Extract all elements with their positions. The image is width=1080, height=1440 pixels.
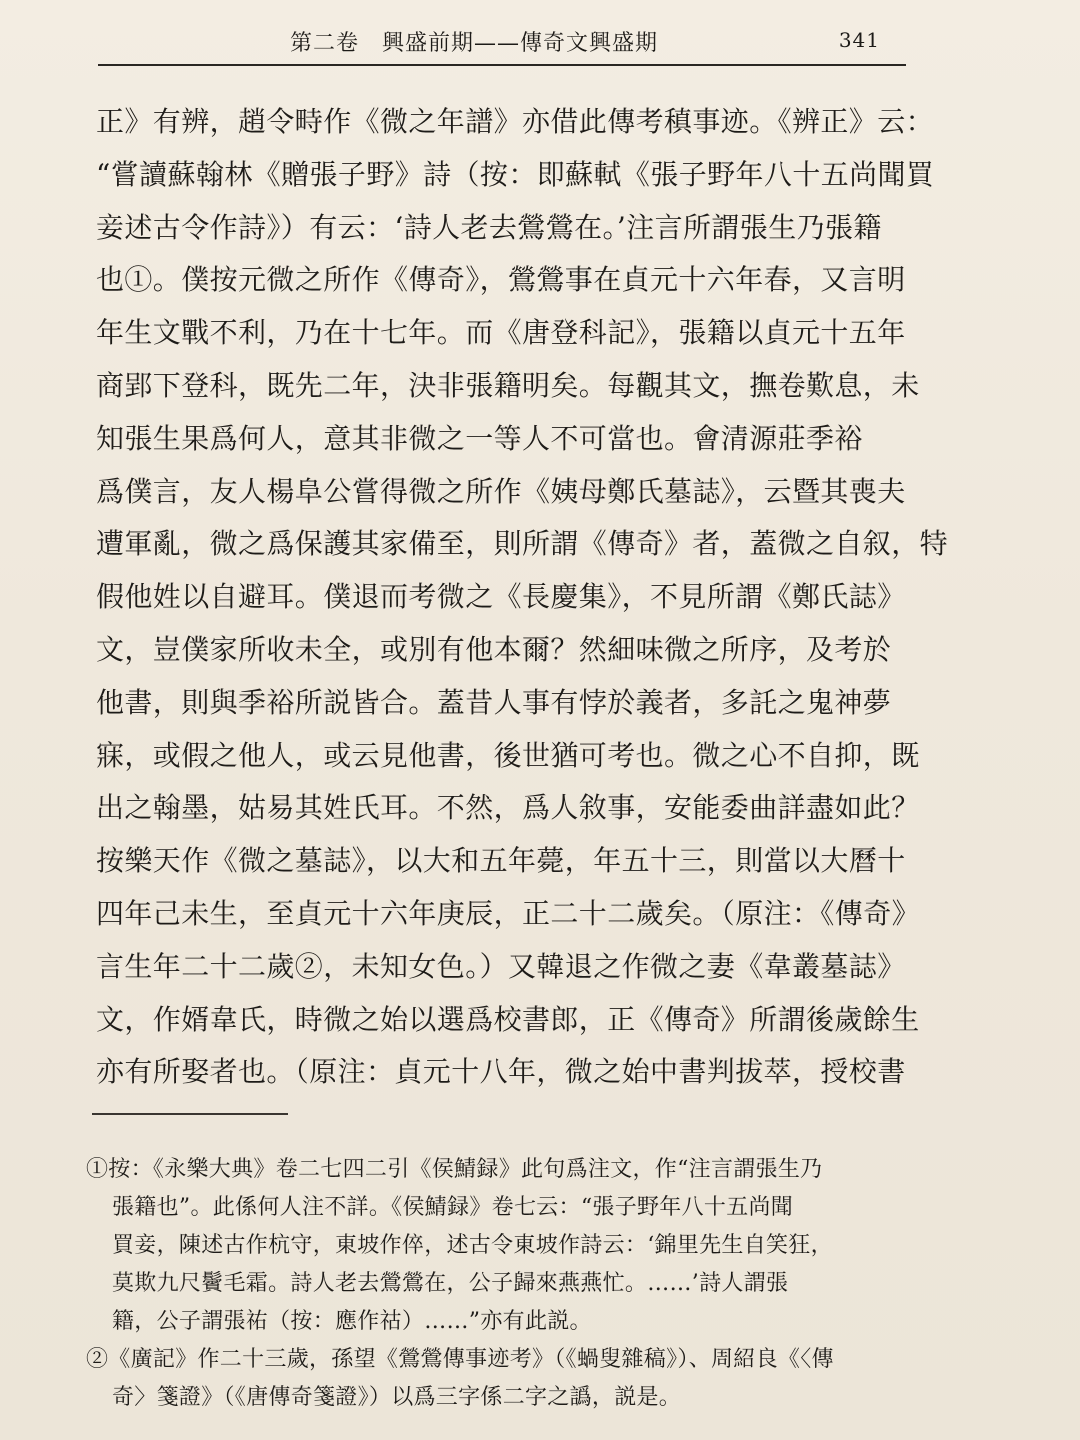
text-line: 也①。僕按元微之所作《傳奇》，鶯鶯事在貞元十六年春，又言明: [96, 263, 906, 297]
text-line: 亦有所娶者也。（原注：貞元十八年，微之始中書判拔萃，授校書: [96, 1055, 906, 1089]
text-line: 爲僕言，友人楊阜公嘗得微之所作《姨母鄭氏墓誌》，云暨其喪夫: [96, 474, 906, 508]
footnote-line: ②《廣記》作二十三歲，孫望《鶯鶯傳事迹考》（《蝸叟雜稿》）、周紹良《〈傳: [86, 1347, 834, 1372]
main-text: [96, 96, 949, 1099]
footnote-1: [86, 1151, 926, 1341]
text-line: 假他姓以自避耳。僕退而考微之《長慶集》，不見所謂《鄭氏誌》: [96, 580, 906, 614]
footnote-line: ①按：《永樂大典》卷二七四二引《侯鯖録》此句爲注文，作“注言謂張生乃: [86, 1157, 823, 1182]
header-rule: [98, 64, 906, 66]
text-line: 文，作婿韋氏，時微之始以選爲校書郎，正《傳奇》所謂後歲餘生: [96, 1002, 920, 1036]
text-line: “嘗讀蘇翰林《贈張子野》詩（按：即蘇軾《張子野年八十五尚聞買: [96, 157, 935, 191]
text-line: 文，豈僕家所收未全，或別有他本爾？然細味微之所序，及考於: [96, 632, 892, 666]
running-title: 第二卷 興盛前期——傳奇文興盛期: [290, 31, 659, 56]
footnote-2: [86, 1341, 926, 1417]
running-header: [100, 18, 900, 62]
text-line: 知張生果爲何人，意其非微之一等人不可當也。會清源莊季裕: [96, 421, 863, 455]
footnote-line: 莫欺九尺鬢毛霜。詩人老去鶯鶯在，公子歸來燕燕忙。……’詩人謂張: [112, 1271, 789, 1296]
text-line: 寐，或假之他人，或云見他書，後世猶可考也。微之心不自抑，既: [96, 738, 920, 772]
page-number: 341: [838, 28, 880, 52]
footnote-line: 張籍也”。此係何人注不詳。《侯鯖録》卷七云：“張子野年八十五尚聞: [112, 1195, 794, 1220]
text-line: 言生年二十二歲②，未知女色。）又韓退之作微之妻《韋叢墓誌》: [96, 949, 906, 983]
text-line: 妾述古令作詩》）有云：‘詩人老去鶯鶯在。’注言所謂張生乃張籍: [96, 210, 882, 244]
text-line: 他書，則與季裕所説皆合。蓋昔人事有悖於義者，多託之鬼神夢: [96, 685, 892, 719]
footnote-line: 買妾，陳述古作杭守，東坡作倅，述古令東坡作詩云：‘錦里先生自笑狂，: [112, 1233, 833, 1258]
text-line: 年生文戰不利，乃在十七年。而《唐登科記》，張籍以貞元十五年: [96, 316, 906, 350]
footnote-line: 籍，公子謂張祐（按：應作祜）……”亦有此説。: [112, 1309, 592, 1334]
text-line: 正》有辨，趙令畤作《微之年譜》亦借此傳考稹事迹。《辨正》云：: [96, 105, 935, 138]
text-line: 四年己未生，至貞元十六年庚辰，正二十二歲矣。（原注：《傳奇》: [96, 896, 921, 930]
text-line: 商郢下登科，既先二年，決非張籍明矣。每觀其文，撫卷歎息，未: [96, 368, 920, 402]
footnote-rule: [92, 1113, 288, 1115]
text-line: 出之翰墨，姑易其姓氏耳。不然，爲人敘事，安能委曲詳盡如此？: [96, 791, 920, 825]
footnote-line: 奇〉箋證》（《唐傳奇箋證》）以爲三字係二字之譌，説是。: [112, 1385, 682, 1410]
footnotes: [86, 1151, 926, 1417]
text-line: 按樂天作《微之墓誌》，以大和五年薨，年五十三，則當以大曆十: [96, 844, 906, 878]
text-line: 遭軍亂，微之爲保護其家備至，則所謂《傳奇》者，蓋微之自叙，特: [96, 527, 949, 561]
